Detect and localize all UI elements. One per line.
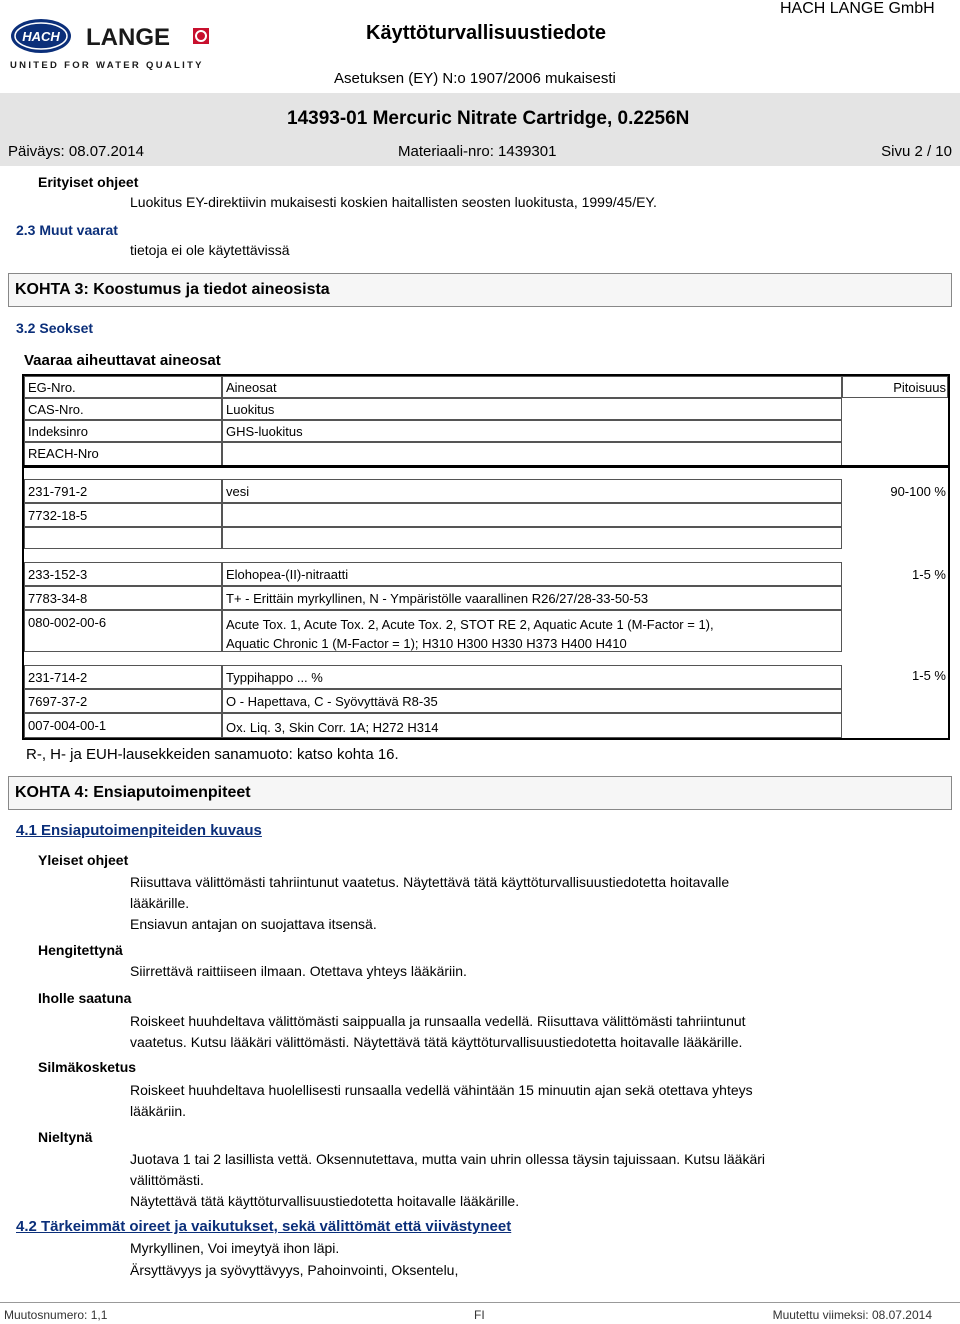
ingestion-line-2: välittömästi. (130, 1172, 204, 1188)
table-row-1-cas: 7732-18-5 (28, 508, 88, 523)
footer-last-modified: Muutettu viimeksi: 08.07.2014 (772, 1308, 932, 1322)
company-logo (8, 14, 228, 74)
table-row-2-cas: 7783-34-8 (28, 591, 88, 606)
table-row-3-class: O - Hapettava, C - Syövyttävä R8-35 (226, 694, 438, 709)
general-advice-line-1: Riisuttava välittömästi tahriintunut vaatetus. Näytettävä tätä käyttöturvallisuustiedotetta hoitavalle (130, 874, 730, 890)
table-row-1-eg: 231-791-2 (28, 484, 88, 499)
col-eg-number: EG-Nro. (28, 380, 76, 395)
symptoms-subheading: 4.2 Tärkeimmät oireet ja vaikutukset, sekä välittömät että viivästyneet (16, 1218, 512, 1235)
table-row-3-ghs: Ox. Liq. 3, Skin Corr. 1A; H272 H314 (226, 720, 439, 735)
ingestion-label: Nieltynä (38, 1129, 93, 1145)
table-row-2-class: T+ - Erittäin myrkyllinen, N - Ympäristölle vaarallinen R26/27/28-33-50-53 (226, 591, 649, 606)
page-number: Sivu 2 / 10 (881, 143, 952, 160)
material-number: Materiaali-nro: 1439301 (398, 143, 557, 160)
logo-hach-text: HACH (22, 29, 60, 44)
section-4-title: KOHTA 4: Ensiaputoimenpiteet (15, 784, 251, 801)
footer-revision: Muutosnumero: 1,1 (4, 1308, 108, 1322)
table-row-1-content: 90-100 % (890, 484, 946, 499)
special-instructions-label: Erityiset ohjeet (38, 174, 139, 190)
section-3-header (8, 273, 952, 307)
eye-contact-line-1: Roiskeet huuhdeltava huolellisesti runsaalla vedellä vähintään 15 minuutin ajan sekä otettava yhteys (130, 1082, 753, 1098)
table-row-2-ghs: Acute Tox. 1, Acute Tox. 2, Acute Tox. 2, STOT RE 2, Aquatic Acute 1 (M-Factor = 1), (226, 617, 714, 632)
section-4-header (8, 776, 952, 810)
col-cas-number: CAS-Nro. (28, 402, 84, 417)
first-aid-description-subheading: 4.1 Ensiaputoimenpiteiden kuvaus (16, 822, 262, 839)
hazardous-components-heading: Vaaraa aiheuttavat aineosat (24, 352, 221, 369)
section-3-title: KOHTA 3: Koostumus ja tiedot aineosista (15, 281, 330, 298)
col-ghs-classification: GHS-luokitus (226, 424, 303, 439)
skin-contact-label: Iholle saatuna (38, 990, 132, 1006)
eye-contact-label: Silmäkosketus (38, 1059, 137, 1075)
general-advice-label: Yleiset ohjeet (38, 852, 129, 868)
table-row-3-cas: 7697-37-2 (28, 694, 88, 709)
table-row-2-ghs-cont: Aquatic Chronic 1 (M-Factor = 1); H310 H300 H330 H373 H400 H410 (226, 636, 627, 651)
table-row-2-eg: 233-152-3 (28, 567, 88, 582)
table-row-3-name: Typpihappo ... % (226, 670, 323, 685)
col-classification: Luokitus (226, 402, 275, 417)
general-advice-line-2: lääkärille. (130, 895, 190, 911)
table-row-3-index: 007-004-00-1 (28, 718, 107, 733)
table-row-3-eg: 231-714-2 (28, 670, 88, 685)
document-title: Käyttöturvallisuustiedote (366, 22, 607, 44)
regulation-text: Asetuksen (EY) N:o 1907/2006 mukaisesti (334, 70, 616, 87)
symptoms-line-2: Ärsyttävyys ja syövyttävyys, Pahoinvointi, Oksentelu, (130, 1262, 459, 1278)
general-advice-line-3: Ensiavun antajan on suojattava itsensä. (130, 916, 377, 932)
ingestion-line-1: Juotava 1 tai 2 lasillista vettä. Oksennutettava, mutta vain uhrin ollessa täysin tajuissaan. Kutsu lääkäri (130, 1151, 766, 1167)
product-name: 14393-01 Mercuric Nitrate Cartridge, 0.2256N (287, 108, 690, 129)
other-hazards-label: 2.3 Muut vaarat (16, 222, 118, 238)
ingestion-line-3: Näytettävä tätä käyttöturvallisuustiedotetta hoitavalle lääkärille. (130, 1193, 520, 1209)
table-row-2-content: 1-5 % (912, 567, 946, 582)
col-substance: Aineosat (226, 380, 277, 395)
other-hazards-text: tietoja ei ole käytettävissä (130, 242, 290, 258)
inhalation-label: Hengitettynä (38, 942, 123, 958)
table-row-1-name: vesi (226, 484, 250, 499)
phrases-note: R-, H- ja EUH-lausekkeiden sanamuoto: katso kohta 16. (26, 746, 399, 763)
special-instructions-text: Luokitus EY-direktiivin mukaisesti koskien haitallisten seosten luokitusta, 1999/45/EY. (130, 194, 657, 210)
footer-divider (0, 1302, 960, 1303)
issue-date: Päiväys: 08.07.2014 (8, 143, 144, 160)
table-row-2-index: 080-002-00-6 (28, 615, 107, 630)
eye-contact-line-2: lääkäriin. (130, 1103, 187, 1119)
table-row-2-name: Elohopea-(II)-nitraatti (226, 567, 349, 582)
logo-lange-text: LANGE (86, 24, 170, 51)
components-table (22, 374, 950, 740)
col-content: Pitoisuus (893, 380, 946, 395)
logo-tagline: UNITED FOR WATER QUALITY (10, 60, 204, 71)
col-index-number: Indeksinro (28, 424, 88, 439)
symptoms-line-1: Myrkyllinen, Voi imeytyä ihon läpi. (130, 1240, 340, 1256)
table-row-3-content: 1-5 % (912, 668, 946, 683)
inhalation-line-1: Siirrettävä raittiiseen ilmaan. Otettava yhteys lääkäriin. (130, 963, 467, 979)
company-name: HACH LANGE GmbH (780, 0, 935, 17)
mixtures-subheading: 3.2 Seokset (16, 320, 94, 336)
skin-contact-line-1: Roiskeet huuhdeltava välittömästi saippualla ja runsaalla vedellä. Riisuttava välittömästi tahriintunut (130, 1013, 746, 1029)
footer-language: FI (474, 1308, 485, 1322)
col-reach-number: REACH-Nro (28, 446, 99, 461)
skin-contact-line-2: vaatetus. Kutsu lääkäri välittömästi. Näytettävä tätä käyttöturvallisuustiedotetta hoitavalle lääkärille. (130, 1034, 743, 1050)
